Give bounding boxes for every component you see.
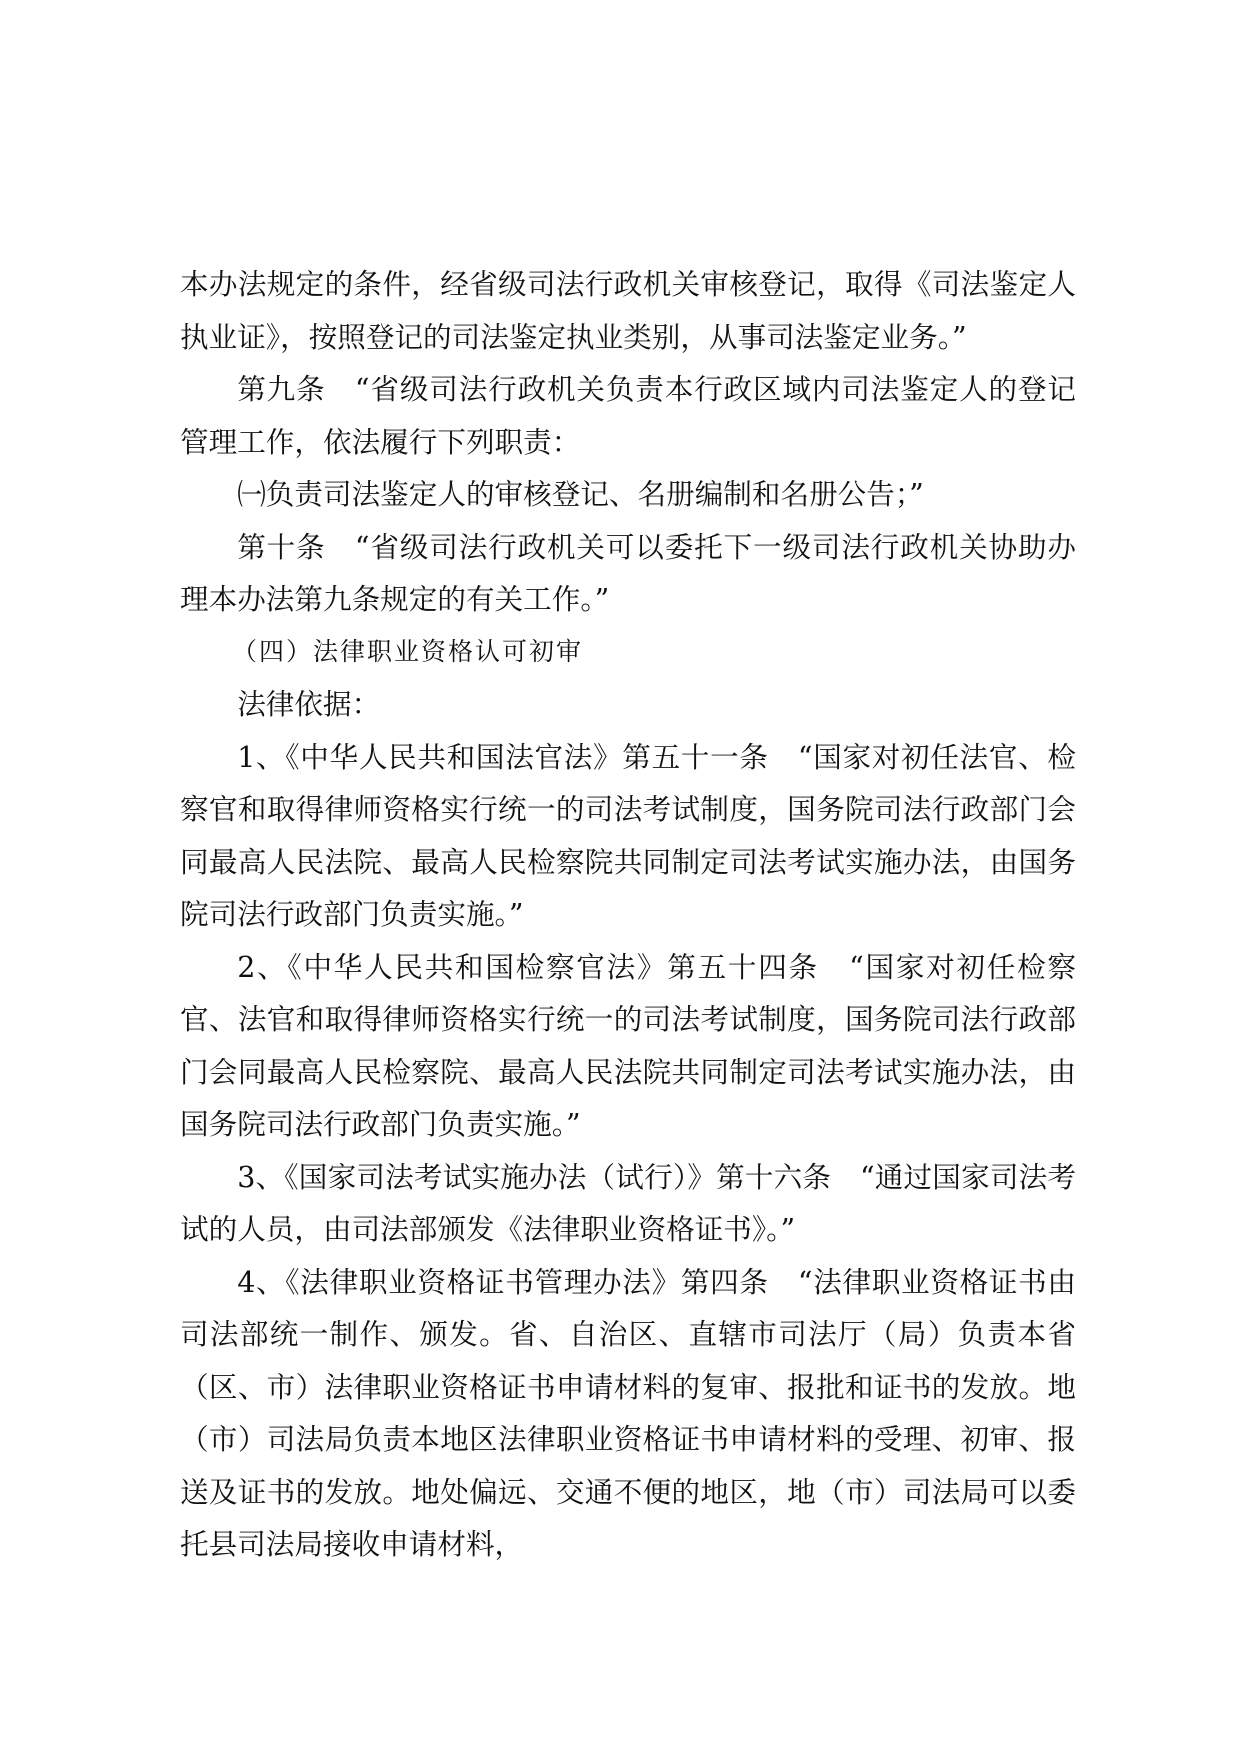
paragraph: 法律依据： [237,687,381,721]
paragraph: 4、《法律职业资格证书管理办法》第四条 “法律职业资格证书由司法部统一制作、颁发。省、自治区、直辖市司法厅（局）负责本省（区、市）法律职业资格证书申请材料的复审、报批和证书的发放。地（市）司法局负责本地区法律职业资格证书申请材料的受理、初审、报送及证书的发放。地处偏远、交通不便的地区，地（市）司法局可以委托县司法局接收申请材料， [180,1264,1076,1561]
paragraph: 2、《中华人民共和国检察官法》第五十四条 “国家对初任检察官、法官和取得律师资格实行统一的司法考试制度，国务院司法行政部门会同最高人民检察院、最高人民法院共同制定司法考试实施办法，由国务院司法行政部门负责实施。” [180,949,1076,1141]
paragraph: ㈠负责司法鉴定人的审核登记、名册编制和名册公告；” [237,477,924,511]
paragraph: 本办法规定的条件，经省级司法行政机关审核登记，取得《司法鉴定人执业证》，按照登记的司法鉴定执业类别，从事司法鉴定业务。” [180,267,1076,354]
paragraph: 第九条 “省级司法行政机关负责本行政区域内司法鉴定人的登记管理工作，依法履行下列职责： [180,372,1076,459]
paragraph: 1、《中华人民共和国法官法》第五十一条 “国家对初任法官、检察官和取得律师资格实行统一的司法考试制度，国务院司法行政部门会同最高人民法院、最高人民检察院共同制定司法考试实施办法，由国务院司法行政部门负责实施。” [180,739,1076,931]
section-heading: （四）法律职业资格认可初审 [232,636,584,666]
paragraph: 3、《国家司法考试实施办法（试行）》第十六条 “通过国家司法考试的人员，由司法部颁发《法律职业资格证书》。” [180,1159,1076,1246]
document-page [180,258,1076,1571]
paragraph: 第十条 “省级司法行政机关可以委托下一级司法行政机关协助办理本办法第九条规定的有关工作。” [180,529,1076,616]
